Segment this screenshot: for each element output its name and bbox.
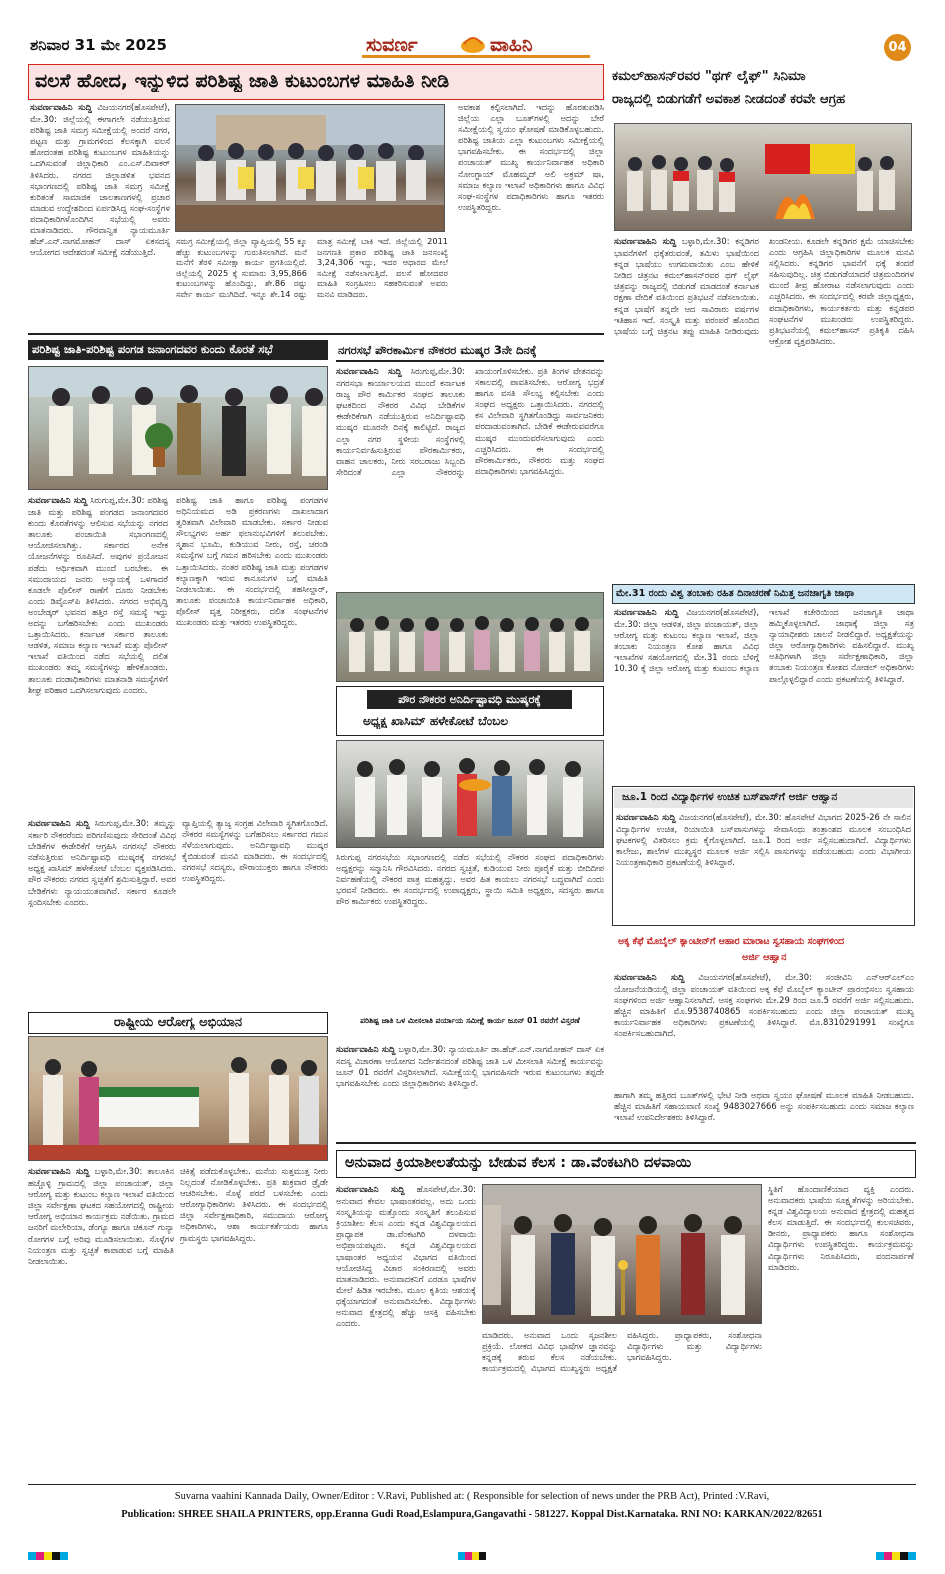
- a3-dateline: ಸುವರ್ಣವಾಹಿನಿ ಸುದ್ದಿ: [28, 496, 88, 506]
- a6-dateline: ಸುವರ್ಣವಾಹಿನಿ ಸುದ್ದಿ: [614, 608, 679, 618]
- a11-body-right: [768, 1184, 914, 1476]
- a7-headline-box: [614, 788, 913, 808]
- masthead-part-b: ವಾಹಿನಿ: [490, 34, 533, 56]
- a2-body-text: ಬಳ್ಳಾರಿ,ಮೇ.30: ಕನ್ನಡಿಗರ ಭಾವನೆಗಳಿಗೆ ಧಕ್ಕೆತರುವಂತೆ, ತಮಿಳು ಭಾಷೆಯಿಂದ ಕನ್ನಡ ಭಾಷೆಯು ಉಗಮವಾಯಿತು ಎಂಬ ಹೇಳಿಕೆ ನೀಡಿದ ಚಿತ್ರನಟ ಕಮಲ್‌ಹಾಸನ್‌ರವರ ಥಗ್ ಲೈಫ್ ಚಿತ್ರವನ್ನು ರಾಜ್ಯದಲ್ಲಿ ಬಿಡುಗಡೆ ಮಾಡದಂತೆ ಕರ್ನಾಟಕ ರಕ್ಷಣಾ ವೇದಿಕೆ ವತಿಯಿಂದ ಪ್ರತಿಭಟನೆ ನಡೆಸಲಾಯಿತು. ಕನ್ನಡ ಭಾಷೆಗೆ ತನ್ನದೇ ಆದ ಸಾವಿರಾರು ವರ್ಷಗಳ ಇತಿಹಾಸ ಇದೆ. ಸಂಸ್ಕೃತಿ ಮತ್ತು ಪರಂಪರೆ ಹೊಂದಿದ ಭಾಷೆಯ ಬಗ್ಗೆ ಚಿತ್ರನಟ ತಪ್ಪು ಮಾಹಿತಿ ನೀಡಿರುವುದು ಖಂಡನೀಯ. ಕೂಡಲೇ ಕನ್ನಡಿಗರ ಕ್ಷಮೆ ಯಾಚಿಸಬೇಕು ಎಂದು ಆಗ್ರಹಿಸಿ ಜಿಲ್ಲಾಧಿಕಾರಿಗಳ ಮೂಲಕ ಮನವಿ ಸಲ್ಲಿಸಿದರು. ಕನ್ನಡಿಗರ ಭಾವನೆಗೆ ಧಕ್ಕೆ ತಂದರೆ ಸಹಿಸುವುದಿಲ್ಲ. ಚಿತ್ರ ಬಿಡುಗಡೆಯಾದರೆ ಚಿತ್ರಮಂದಿರಗಳ ಮುಂದೆ ತೀವ್ರ ಹೋರಾಟ ನಡೆಸಲಾಗುವುದು ಎಂದು ಎಚ್ಚರಿಸಿದರು. ಈ ಸಂದರ್ಭದಲ್ಲಿ ಕರವೇ ಜಿಲ್ಲಾಧ್ಯಕ್ಷರು, ಪದಾಧಿಕಾರಿಗಳು, ಕಾರ್ಯಕರ್ತರು ಮತ್ತು ಕನ್ನಡಪರ ಸಂಘಟನೆಗಳ ಮುಖಂಡರು ಉಪಸ್ಥಿತರಿದ್ದರು. ಪ್ರತಿಭಟನೆಯಲ್ಲಿ ಕಮಲ್‌ಹಾಸನ್ ಪ್ರತಿಕೃತಿ ದಹಿಸಿ ಆಕ್ರೋಶ ವ್ಯಕ್ತಪಡಿಸಿದರು.: [614, 236, 914, 346]
- a5-body-left: [28, 818, 176, 1008]
- a11-body-right-text: ಸ್ಥಿತಿಗೆ ಹೊಂದಾಣಿಕೆಯಾದ ವ್ಯಕ್ತಿ ಎಂದರು. ಅನುವಾದಕರು ಭಾಷೆಯ ಸೂಕ್ಷ್ಮತೆಗಳನ್ನು ಅರಿಯಬೇಕು. ಕನ್ನಡ ವಿಶ್ವವಿದ್ಯಾಲಯ ಅನುವಾದ ಕ್ಷೇತ್ರದಲ್ಲಿ ಮಹತ್ವದ ಕೆಲಸ ಮಾಡುತ್ತಿದೆ. ಈ ಸಂದರ್ಭದಲ್ಲಿ ಕುಲಸಚಿವರು, ಡೀನರು, ಪ್ರಾಧ್ಯಾಪಕರು ಹಾಗೂ ಸಂಶೋಧನಾ ವಿದ್ಯಾರ್ಥಿಗಳು ಉಪಸ್ಥಿತರಿದ್ದರು. ಕಾರ್ಯಕ್ರಮವನ್ನು ವಿದ್ಯಾರ್ಥಿಗಳು ನಿರೂಪಿಸಿದರು, ವಂದನಾರ್ಪಣೆ ಮಾಡಿದರು.: [768, 1184, 914, 1272]
- a10-body-text: ಬಳ್ಳಾರಿ,ಮೇ.30: ನ್ಯಾಯಮೂರ್ತಿ ಡಾ.ಹೆಚ್.ಎನ್.ನಾಗಮೋಹನ್ ದಾಸ್ ಏಕ ಸದಸ್ಯ ವಿಚಾರಣಾ ಆಯೋಗದ ನಿರ್ದೇಶನದಂತೆ ಪರಿಶಿಷ್ಟ ಜಾತಿ ಒಳ ಮೀಸಲಾತಿ ಸಮೀಕ್ಷೆ ಕಾರ್ಯವನ್ನು ಜೂನ್ 01 ರವರೆಗೆ ವಿಸ್ತರಿಸಲಾಗಿದೆ. ಸಮೀಕ್ಷೆಯಲ್ಲಿ ಭಾಗವಹಿಸದೇ ಇರುವ ಕುಟುಂಬಗಳು ತಪ್ಪದೇ ಭಾಗವಹಿಸಬೇಕು ಎಂದು ಜಿಲ್ಲಾಧಿಕಾರಿಗಳು ತಿಳಿಸಿದ್ದಾರೆ.: [336, 1044, 604, 1089]
- a5-dateline: ಸುವರ್ಣವಾಹಿನಿ ಸುದ್ದಿ: [28, 819, 90, 829]
- a9-body-left-text: ಬಳ್ಳಾರಿ,ಮೇ.30: ತಾಲೂಕಿನ ಹಚ್ಚೊಳ್ಳಿ ಗ್ರಾಮದಲ್ಲಿ ಜಿಲ್ಲಾ ಪಂಚಾಯತ್, ಜಿಲ್ಲಾ ಆರೋಗ್ಯ ಮತ್ತು ಕುಟುಂಬ ಕಲ್ಯಾಣ ಇಲಾಖೆ ವತಿಯಿಂದ ಜಿಲ್ಲಾ ಸರ್ವೇಕ್ಷಣಾ ಘಟಕದ ಸಹಯೋಗದಲ್ಲಿ ರಾಷ್ಟ್ರೀಯ ಆರೋಗ್ಯ ಅಭಿಯಾನ ಕಾರ್ಯಕ್ರಮ ನಡೆಯಿತು. ಗ್ರಾಮದ ಜನರಿಗೆ ಮಲೇರಿಯಾ, ಡೆಂಗ್ಯೂ ಹಾಗೂ ಚಿಕೂನ್ ಗುನ್ಯಾ ರೋಗಗಳ ಬಗ್ಗೆ ಅರಿವು ಮೂಡಿಸಲಾಯಿತು. ಸೊಳ್ಳೆಗಳ ನಿಯಂತ್ರಣ ಮತ್ತು ಸ್ವಚ್ಛತೆ ಕಾಪಾಡುವ ಬಗ್ಗೆ ಮಾಹಿತಿ ನೀಡಲಾಯಿತು.: [28, 1166, 174, 1266]
- a1-body-mid: [176, 236, 448, 328]
- a8-dateline: ಸುವರ್ಣವಾಹಿನಿ ಸುದ್ದಿ: [614, 973, 685, 983]
- a4-dateline: ಸುವರ್ಣವಾಹಿನಿ ಸುದ್ದಿ: [336, 367, 402, 377]
- a11-body-mid-text: ಮಾಡಿದರು. ಅನುವಾದ ಒಂದು ಸೃಜನಶೀಲ ಪ್ರಕ್ರಿಯೆ. ಲೋಕದ ವಿವಿಧ ಭಾಷೆಗಳ ಜ್ಞಾನವನ್ನು ಕನ್ನಡಕ್ಕೆ ತರುವ ಕೆಲಸ ನಡೆಯಬೇಕು. ಕಾರ್ಯಕ್ರಮದಲ್ಲಿ ವಿಭಾಗದ ಮುಖ್ಯಸ್ಥರು ಅಧ್ಯಕ್ಷತೆ ವಹಿಸಿದ್ದರು. ಪ್ರಾಧ್ಯಾಪಕರು, ಸಂಶೋಧನಾ ವಿದ್ಯಾರ್ಥಿಗಳು ಮತ್ತು ವಿದ್ಯಾರ್ಥಿಗಳು ಭಾಗವಹಿಸಿದ್ದರು.: [482, 1330, 762, 1374]
- a9-headline: ರಾಷ್ಟ್ರೀಯ ಆರೋಗ್ಯ ಅಭಿಯಾನ: [113, 1015, 243, 1030]
- print-registration-marks: [28, 1552, 916, 1562]
- issue-date: ಶನಿವಾರ 31 ಮೇ 2025: [30, 36, 167, 54]
- a5-headline-line1: ಪೌರ ನೌಕರರ ಅನಿರ್ದಿಷ್ಟಾವಧಿ ಮುಷ್ಕರಕ್ಕೆ: [367, 690, 572, 709]
- a9-dateline: ಸುವರ್ಣವಾಹಿನಿ ಸುದ್ದಿ: [28, 1167, 90, 1177]
- a1-headline: ವಲಸೆ ಹೋದ, ಇನ್ನುಳಿದ ಪರಿಶಿಷ್ಟ ಜಾತಿ ಕುಟುಂಬಗಳ ಮಾಹಿತಿ ನೀಡಿ: [35, 70, 450, 92]
- a8-body: [614, 972, 914, 1078]
- footer-line2: Publication: SHREE SHAILA PRINTERS, opp.Eranna Gudi Road,Eslampura,Gangavathi - 581227. Koppal Dist.Karnataka. RNI NO: KARKAN/2022/82651: [121, 1509, 823, 1520]
- a11-body-left: [336, 1184, 476, 1476]
- a8-body-text: ವಿಜಯನಗರ(ಹೊಸಪೇಟೆ), ಮೇ.30: ಸಂಜೀವಿನಿ ಎನ್‌ಆರ್‌ಎಲ್‌ಎಂ ಯೋಜನೆಯಡಿಯಲ್ಲಿ ಜಿಲ್ಲಾ ಪಂಚಾಯತ್ ವತಿಯಿಂದ ಅಕ್ಕ ಕೆಫೆ ಮೊಬೈಲ್ ಕ್ಯಾಂಟೀನ್ ಪ್ರಾರಂಭಿಸಲು ಸ್ವಸಹಾಯ ಸಂಘಗಳಿಂದ ಅರ್ಜಿ ಆಹ್ವಾನಿಸಲಾಗಿದೆ. ಆಸಕ್ತ ಸಂಘಗಳು ಮೇ.29 ರಿಂದ ಜೂ.5 ರವರೆಗೆ ಅರ್ಜಿ ಸಲ್ಲಿಸಬಹುದು. ಹೆಚ್ಚಿನ ಮಾಹಿತಿಗೆ ಮೊ.9538740865 ಸಂಪರ್ಕಿಸಬಹುದು ಎಂದು ಜಿಲ್ಲಾ ಪಂಚಾಯತ್ ಮುಖ್ಯ ಕಾರ್ಯನಿರ್ವಾಹಕ ಅಧಿಕಾರಿಗಳು ಪ್ರಕಟಣೆಯಲ್ಲಿ ತಿಳಿಸಿದ್ದಾರೆ. ಮೊ.8310291991 ಸಂಖ್ಯೆಗೂ ಸಂಪರ್ಕಿಸಬಹುದಾಗಿದೆ.: [614, 972, 914, 1039]
- a2-headline-line2: ರಾಜ್ಯದಲ್ಲಿ ಬಿಡುಗಡೆಗೆ ಅವಕಾಶ ನೀಡದಂತೆ ಕರವೇ ಆಗ್ರಹ: [612, 92, 846, 107]
- a10-body: [336, 1044, 604, 1134]
- a1-body-mid-text: ಸಮಗ್ರ ಸಮೀಕ್ಷೆಯಲ್ಲಿ ಜಿಲ್ಲಾ ವ್ಯಾಪ್ತಿಯಲ್ಲಿ 55 ಕ್ಕೂ ಹೆಚ್ಚು ಕುಟುಂಬಗಳನ್ನು ಗುರುತಿಸಲಾಗಿದೆ. ಮನೆ ಮನೆಗೆ ತೆರಳಿ ಸಮೀಕ್ಷಾ ಕಾರ್ಯ ಪ್ರಗತಿಯಲ್ಲಿದೆ. ಜಿಲ್ಲೆಯಲ್ಲಿ 2025 ಕ್ಕೆ ಸುಮಾರು 3,95,866 ಕುಟುಂಬಗಳನ್ನು ಹೊಂದಿದ್ದು, ಶೇ.86 ರಷ್ಟು ಸರ್ವೇ ಕಾರ್ಯ ಮುಗಿದಿದೆ. ಇನ್ನೂ ಶೇ.14 ರಷ್ಟು ಮಾತ್ರ ಸಮೀಕ್ಷೆ ಬಾಕಿ ಇದೆ. ಜಿಲ್ಲೆಯಲ್ಲಿ 2011 ಜನಗಣತಿ ಪ್ರಕಾರ ಪರಿಶಿಷ್ಟ ಜಾತಿ ಜನಸಂಖ್ಯೆ 3,24,306 ಇದ್ದು, ಇದರ ಆಧಾರದ ಮೇಲೆ ಸಮೀಕ್ಷೆ ನಡೆಸಲಾಗುತ್ತಿದೆ. ವಲಸೆ ಹೋದವರ ಮಾಹಿತಿ ಸಂಗ್ರಹಿಸಲು ಸಹಕರಿಸುವಂತೆ ಅವರು ಮನವಿ ಮಾಡಿದರು.: [176, 236, 448, 299]
- a9-body-mid-text: ಚಿಕಿತ್ಸೆ ಪಡೆದುಕೊಳ್ಳಬೇಕು. ಮನೆಯ ಸುತ್ತಮುತ್ತ ನೀರು ನಿಲ್ಲದಂತೆ ನೋಡಿಕೊಳ್ಳಬೇಕು. ಪ್ರತಿ ಶುಕ್ರವಾರ ಡ್ರೈಡೇ ಆಚರಿಸಬೇಕು. ಸೊಳ್ಳೆ ಪರದೆ ಬಳಸಬೇಕು ಎಂದು ಆರೋಗ್ಯಾಧಿಕಾರಿಗಳು ತಿಳಿಸಿದರು. ಈ ಸಂದರ್ಭದಲ್ಲಿ ಜಿಲ್ಲಾ ಸರ್ವೇಕ್ಷಣಾಧಿಕಾರಿ, ಸಮುದಾಯ ಆರೋಗ್ಯ ಅಧಿಕಾರಿಗಳು, ಆಶಾ ಕಾರ್ಯಕರ್ತೆಯರು ಹಾಗೂ ಗ್ರಾಮಸ್ಥರು ಭಾಗವಹಿಸಿದ್ದರು.: [180, 1166, 328, 1243]
- a2-headline-line1: ಕಮಲ್‌ಹಾಸನ್‌ರವರ "ಥಗ್ ಲೈಫ್" ಸಿನಿಮಾ: [612, 68, 806, 84]
- a1-body-right-text: ಅವಕಾಶ ಕಲ್ಪಿಸಲಾಗಿದೆ. ಇದನ್ನು ಹೊರತುಪಡಿಸಿ ಜಿಲ್ಲೆಯ ಎಲ್ಲಾ ಬೂತ್‌ಗಳಲ್ಲಿ ಅದನ್ನು ಬೇರೆ ಸಮೀಕ್ಷೆಯಲ್ಲಿ ಸ್ವಯಂ ಘೋಷಣೆ ಮಾಡಿಕೊಳ್ಳಬಹುದು. ಪರಿಶಿಷ್ಟ ಜಾತಿಯ ಎಲ್ಲಾ ಕುಟುಂಬಗಳು ಸಮೀಕ್ಷೆಯಲ್ಲಿ ಭಾಗವಹಿಸಬೇಕು. ಈ ಸಂದರ್ಭದಲ್ಲಿ ಜಿಲ್ಲಾ ಪಂಚಾಯತ್ ಮುಖ್ಯ ಕಾರ್ಯನಿರ್ವಾಹಕ ಅಧಿಕಾರಿ ನೋಂಗ್ಜಾಯ್ ಮೊಹಮ್ಮದ್ ಅಲಿ ಅಕ್ರಮ್ ಷಾ, ಸಮಾಜ ಕಲ್ಯಾಣ ಇಲಾಖೆ ಅಧಿಕಾರಿಗಳು ಹಾಗೂ ವಿವಿಧ ಸಂಘ-ಸಂಸ್ಥೆಗಳ ಪದಾಧಿಕಾರಿಗಳು ಹಾಗೂ ಇತರರು ಉಪಸ್ಥಿತರಿದ್ದರು.: [458, 102, 604, 212]
- a2-headline-box: [612, 64, 915, 120]
- a8-headline-line2: ಅರ್ಜಿ ಆಹ್ವಾನ: [742, 952, 787, 963]
- footer-imprint: [28, 1488, 916, 1528]
- a1-dateline: ಸುವರ್ಣವಾಹಿನಿ ಸುದ್ದಿ: [30, 103, 92, 113]
- a6-headline: ಮೇ.31 ರಂದು ವಿಶ್ವ ತಂಬಾಕು ರಹಿತ ದಿನಾಚರಣೆ ನಿಮಿತ್ತ ಜನಜಾಗೃತಿ ಜಾಥಾ: [616, 588, 855, 599]
- a5-headline-line2: ಅಧ್ಯಕ್ಷ ಖಾಸಿಮ್ ಹಳೇಕೋಟೆ ಬೆಂಬಲ: [363, 714, 508, 728]
- a4-photo-strike: [336, 592, 604, 682]
- a5-body-bottom-text: ಸಿರುಗುಪ್ಪ ನಗರಸಭೆಯ ಸಭಾಂಗಣದಲ್ಲಿ ನಡೆದ ಸಭೆಯಲ್ಲಿ ನೌಕರರ ಸಂಘದ ಪದಾಧಿಕಾರಿಗಳು ಅಧ್ಯಕ್ಷರನ್ನು ಸನ್ಮಾನಿಸಿ ಗೌರವಿಸಿದರು. ನಗರದ ಸ್ವಚ್ಛತೆ, ಕುಡಿಯುವ ನೀರು ಪೂರೈಕೆ ಮತ್ತು ಬೀದಿದೀಪ ನಿರ್ವಹಣೆಯಲ್ಲಿ ನೌಕರರ ಪಾತ್ರ ಮಹತ್ವದ್ದು. ಅವರ ಹಿತ ಕಾಯಲು ನಗರಸಭೆ ಬದ್ಧವಾಗಿದೆ ಎಂದು ಭರವಸೆ ನೀಡಿದರು. ಈ ಸಂದರ್ಭದಲ್ಲಿ ಉಪಾಧ್ಯಕ್ಷರು, ಸ್ಥಾಯಿ ಸಮಿತಿ ಅಧ್ಯಕ್ಷರು, ಸದಸ್ಯರು ಹಾಗೂ ಪೌರ ಕಾರ್ಮಿಕರು ಉಪಸ್ಥಿತರಿದ್ದರು.: [336, 852, 604, 907]
- a10-headline: ಪರಿಶಿಷ್ಟ ಜಾತಿ ಒಳ ಮೀಸಲಾತಿ ಪರ್ಯಾಯ ಸಮೀಕ್ಷೆ ಕಾರ್ಯ ಜೂನ್ 01 ರವರೆಗೆ ವಿಸ್ತರಣೆ: [360, 1016, 580, 1025]
- a7-body: [616, 812, 911, 922]
- a11-headline-box: [336, 1150, 916, 1178]
- footer-rule: [28, 1484, 916, 1485]
- a8-headline-box: [612, 934, 915, 970]
- a1-photo-meeting: [175, 104, 445, 232]
- a3-body-text: ಸಿರುಗುಪ್ಪ,ಮೇ.30: ಪರಿಶಿಷ್ಟ ಜಾತಿ ಮತ್ತು ಪರಿಶಿಷ್ಟ ಪಂಗಡದ ಜನಾಂಗದವರ ಕುಂದು ಕೊರತೆಗಳನ್ನು ಆಲಿಸುವ ಸಭೆಯನ್ನು ನಗರದ ತಾಲೂಕು ಪಂಚಾಯಿತಿ ಸಭಾಂಗಣದಲ್ಲಿ ಆಯೋಜಿಸಲಾಗಿತ್ತು. ಸರ್ಕಾರದ ಅನೇಕ ಯೋಜನೆಗಳನ್ನು ರೂಪಿಸಿದೆ. ಅವುಗಳ ಪ್ರಯೋಜನ ಪಡೆದು ಆರ್ಥಿಕವಾಗಿ ಮುಂದೆ ಬರಬೇಕು. ಈ ಸಮುದಾಯದ ಜನರು ಅನ್ಯಾಯಕ್ಕೆ ಒಳಗಾದರೆ ಕೂಡಲೇ ಪೊಲೀಸ್ ಠಾಣೆಗೆ ದೂರು ನೀಡಬೇಕು ಎಂದು ಡಿವೈಎಸ್‌ಪಿ ತಿಳಿಸಿದರು. ನಗರದ ಅಭಿವೃದ್ಧಿ ಅಂಬೇಡ್ಕರ್ ಭವನದ ಹತ್ತಿರ ರಸ್ತೆ ಸಮಸ್ಯೆ ಇದ್ದು ಅದನ್ನು ಬಗೆಹರಿಸಬೇಕು ಎಂದು ಮುಖಂಡರು ಒತ್ತಾಯಿಸಿದರು. ಕರ್ನಾಟಕ ಸರ್ಕಾರ ತಾಲೂಕು ಆಡಳಿತ, ಸಮಾಜ ಕಲ್ಯಾಣ ಇಲಾಖೆ ಮತ್ತು ಪೊಲೀಸ್ ಇಲಾಖೆ ವತಿಯಿಂದ ನಡೆದ ಸಭೆಯಲ್ಲಿ ದಲಿತ ಮುಖಂಡರು ತಮ್ಮ ಸಮಸ್ಯೆಗಳನ್ನು ಹೇಳಿಕೊಂಡರು. ತಾಲೂಕು ದಂಡಾಧಿಕಾರಿಗಳು ಮಾತನಾಡಿ ಸಮಸ್ಯೆಗಳಿಗೆ ಶೀಘ್ರ ಪರಿಹಾರ ಒದಗಿಸಲಾಗುವುದು ಎಂದರು.: [28, 495, 168, 695]
- a6-body-text: ವಿಜಯನಗರ(ಹೊಸಪೇಟೆ), ಮೇ.30: ಜಿಲ್ಲಾ ಆಡಳಿತ, ಜಿಲ್ಲಾ ಪಂಚಾಯತ್, ಜಿಲ್ಲಾ ಆರೋಗ್ಯ ಮತ್ತು ಕುಟುಂಬ ಕಲ್ಯಾಣ ಇಲಾಖೆ, ಜಿಲ್ಲಾ ತಂಬಾಕು ನಿಯಂತ್ರಣ ಕೋಶ ಹಾಗೂ ವಿವಿಧ ಇಲಾಖೆಗಳ ಸಹಯೋಗದಲ್ಲಿ ಮೇ.31 ರಂದು ಬೆಳಿಗ್ಗೆ 10.30 ಕ್ಕೆ ಜಿಲ್ಲಾ ಆರೋಗ್ಯ ಮತ್ತು ಕುಟುಂಬ ಕಲ್ಯಾಣ ಇಲಾಖೆ ಕಚೇರಿಯಿಂದ ಜನಜಾಗೃತಿ ಜಾಥಾ ಹಮ್ಮಿಕೊಳ್ಳಲಾಗಿದೆ. ಜಾಥಾಕ್ಕೆ ಜಿಲ್ಲಾ ಸತ್ರ ನ್ಯಾಯಾಧೀಶರು ಚಾಲನೆ ನೀಡಲಿದ್ದಾರೆ. ಅಧ್ಯಕ್ಷತೆಯನ್ನು ಜಿಲ್ಲಾ ಆರೋಗ್ಯಾಧಿಕಾರಿಗಳು ವಹಿಸಲಿದ್ದಾರೆ. ಮುಖ್ಯ ಅತಿಥಿಗಳಾಗಿ ಜಿಲ್ಲಾ ಸರ್ವೇಕ್ಷಣಾಧಿಕಾರಿ, ಜಿಲ್ಲಾ ತಂಬಾಕು ನಿಯಂತ್ರಣ ಕೋಶದ ನೋಡಲ್ ಅಧಿಕಾರಿಗಳು ಪಾಲ್ಗೊಳ್ಳಲಿದ್ದಾರೆ ಎಂದು ಪ್ರಕಟಣೆಯಲ್ಲಿ ತಿಳಿಸಿದ್ದಾರೆ.: [614, 607, 914, 684]
- a4-body: [336, 366, 604, 588]
- a9-body-mid: [180, 1166, 328, 1460]
- a3-body-left: [28, 495, 168, 811]
- a2-photo-protest: [614, 123, 912, 231]
- a9-photo-health-camp: [28, 1036, 328, 1161]
- color-bar-left: [28, 1552, 68, 1560]
- a7-headline: ಜೂ.1 ರಿಂದ ವಿದ್ಯಾರ್ಥಿಗಳ ಉಚಿತ ಬಸ್‌ಪಾಸ್‌ಗೆ ಅರ್ಜಿ ಆಹ್ವಾನ: [622, 791, 838, 803]
- color-bar-center: [458, 1552, 486, 1560]
- a5-body-mid: [182, 818, 328, 1008]
- a5-body-bottom: [336, 852, 604, 1010]
- a1-headline-box: [28, 64, 604, 100]
- divider-rule: [336, 1142, 916, 1144]
- a2-dateline: ಸುವರ್ಣವಾಹಿನಿ ಸುದ್ದಿ: [614, 237, 677, 247]
- a3-photo-meeting: [28, 366, 328, 490]
- header-bar: [0, 0, 945, 64]
- a5-photo-felicitation: [336, 740, 604, 848]
- a5-body-mid-text: ವ್ಯಾಪ್ತಿಯಲ್ಲಿ ತ್ಯಾಜ್ಯ ಸಂಗ್ರಹ ವಿಲೇವಾರಿ ಸ್ಥಗಿತಗೊಂಡಿದೆ. ನೌಕರರ ಸಮಸ್ಯೆಗಳನ್ನು ಬಗೆಹರಿಸಲು ಸರ್ಕಾರದ ಗಮನ ಸೆಳೆಯಲಾಗುವುದು. ಅನಿರ್ದಿಷ್ಟಾವಧಿ ಮುಷ್ಕರ ಕೈಬಿಡುವಂತೆ ಮನವಿ ಮಾಡಿದರು. ಈ ಸಂದರ್ಭದಲ್ಲಿ ನಗರಸಭೆ ಸದಸ್ಯರು, ಪೌರಾಯುಕ್ತರು ಹಾಗೂ ನೌಕರರು ಉಪಸ್ಥಿತರಿದ್ದರು.: [182, 818, 328, 884]
- a4-body-text: ಸಿರುಗುಪ್ಪ,ಮೇ.30: ನಗರಸಭಾ ಕಾರ್ಯಾಲಯದ ಮುಂದೆ ಕರ್ನಾಟಕ ರಾಜ್ಯ ಪೌರ ಕಾರ್ಮಿಕರ ಸಂಘದ ತಾಲೂಕು ಘಟಕದಿಂದ ನೌಕರರ ವಿವಿಧ ಬೇಡಿಕೆಗಳ ಈಡೇರಿಕೆಗಾಗಿ ನಡೆಯುತ್ತಿರುವ ಅನಿರ್ದಿಷ್ಟಾವಧಿ ಮುಷ್ಕರ ಮೂರನೇ ದಿನಕ್ಕೆ ಕಾಲಿಟ್ಟಿದೆ. ರಾಜ್ಯದ ಎಲ್ಲಾ ನಗರ ಸ್ಥಳೀಯ ಸಂಸ್ಥೆಗಳಲ್ಲಿ ಕಾರ್ಯನಿರ್ವಹಿಸುತ್ತಿರುವ ಪೌರಕಾರ್ಮಿಕರು, ವಾಹನ ಚಾಲಕರು, ನೀರು ಸರಬರಾಜು ಸಿಬ್ಬಂದಿ ಸೇರಿದಂತೆ ಎಲ್ಲಾ ನೌಕರರನ್ನು ಖಾಯಂಗೊಳಿಸಬೇಕು. ಪ್ರತಿ ತಿಂಗಳ ವೇತನವನ್ನು ಸಕಾಲದಲ್ಲಿ ಪಾವತಿಸಬೇಕು. ಆರೋಗ್ಯ ಭದ್ರತೆ ಹಾಗೂ ವಸತಿ ಸೌಲಭ್ಯ ಕಲ್ಪಿಸಬೇಕು ಎಂದು ಸಂಘದ ಅಧ್ಯಕ್ಷರು ಒತ್ತಾಯಿಸಿದರು. ನಗರದಲ್ಲಿ ಕಸ ವಿಲೇವಾರಿ ಸ್ಥಗಿತಗೊಂಡಿದ್ದು ಸಾರ್ವಜನಿಕರು ಪರದಾಡುವಂತಾಗಿದೆ. ಬೇಡಿಕೆ ಈಡೇರುವವರೆಗೂ ಮುಷ್ಕರ ಮುಂದುವರೆಸಲಾಗುವುದು ಎಂದು ಎಚ್ಚರಿಸಿದರು. ಈ ಸಂದರ್ಭದಲ್ಲಿ ಪೌರಕಾರ್ಮಿಕರು, ನೌಕರರು ಮತ್ತು ಸಂಘದ ಪದಾಧಿಕಾರಿಗಳು ಭಾಗವಹಿಸಿದ್ದರು.: [336, 366, 604, 477]
- a7-body-text: ವಿಜಯನಗರ(ಹೊಸಪೇಟೆ), ಮೇ.30: ಹೊಸಪೇಟೆ ವಿಭಾಗದ 2025-26 ನೇ ಸಾಲಿನ ವಿದ್ಯಾರ್ಥಿಗಳ ಉಚಿತ, ರಿಯಾಯಿತಿ ಬಸ್‌ಪಾಸುಗಳನ್ನು ಸೇವಾಸಿಂಧು ತಂತ್ರಾಂಶದ ಮೂಲಕ ಸಂಬಂಧಿಸಿದ ಘಟಕಗಳಲ್ಲಿ ವಿತರಿಸಲು ಕ್ರಮ ಕೈಗೊಳ್ಳಲಾಗಿದೆ. ಜೂ.1 ರಿಂದ ಅರ್ಜಿ ಸಲ್ಲಿಸಬಹುದಾಗಿದೆ. ವಿದ್ಯಾರ್ಥಿಗಳು ಕಾಲೇಜು, ಶಾಲೆಗಳ ಮುಖ್ಯಸ್ಥರ ಮೂಲಕ ಅರ್ಜಿ ಸಲ್ಲಿಸಿ ಪಾಸುಗಳನ್ನು ಪಡೆಯಬಹುದು ಎಂದು ವಿಭಾಗೀಯ ನಿಯಂತ್ರಣಾಧಿಕಾರಿ ಪ್ರಕಟಣೆಯಲ್ಲಿ ತಿಳಿಸಿದ್ದಾರೆ.: [616, 812, 911, 868]
- a3-body-right: [176, 495, 328, 811]
- a8-headline-line1: ಅಕ್ಕ ಕೆಫೆ ಮೊಬೈಲ್ ಕ್ಯಾಂಟೀನ್‌ಗೆ ಆಹಾರ ಮಾರಾಟ ಸ್ವಸಹಾಯ ಸಂಘಗಳಿಂದ: [618, 936, 845, 947]
- a7-dateline: ಸುವರ್ಣವಾಹಿನಿ ಸುದ್ದಿ: [616, 813, 676, 823]
- a4-headline-box: [336, 340, 604, 362]
- a6-body: [614, 607, 914, 777]
- a9-headline-box: [28, 1012, 328, 1034]
- a10b-body: [614, 1090, 914, 1138]
- a6-headline-box: [612, 584, 915, 604]
- page-number-badge: 04: [884, 34, 911, 61]
- a10b-body-text: ಹಾಗಾಗಿ ತಮ್ಮ ಹತ್ತಿರದ ಬೂತ್‌ಗಳಲ್ಲಿ ಭೇಟಿ ನೀಡಿ ಅಥವಾ ಸ್ವಯಂ ಘೋಷಣೆ ಮೂಲಕ ಮಾಹಿತಿ ನೀಡಬಹುದು. ಹೆಚ್ಚಿನ ಮಾಹಿತಿಗೆ ಸಹಾಯವಾಣಿ ಸಂಖ್ಯೆ 9483027666 ಅನ್ನು ಸಂಪರ್ಕಿಸಬಹುದು ಎಂದು ಸಮಾಜ ಕಲ್ಯಾಣ ಇಲಾಖೆ ಉಪನಿರ್ದೇಶಕರು ತಿಳಿಸಿದ್ದಾರೆ.: [614, 1090, 914, 1123]
- a10-dateline: ಸುವರ್ಣವಾಹಿನಿ ಸುದ್ದಿ: [336, 1045, 396, 1055]
- a10-headline-box: [336, 1014, 604, 1042]
- a11-body-left-text: ಹೊಸಪೇಟೆ,ಮೇ.30: ಅನುವಾದ ಕೇವಲ ಭಾಷಾಂತರವಲ್ಲ. ಅದು ಒಂದು ಸಂಸ್ಕೃತಿಯನ್ನು ಮತ್ತೊಂದು ಸಂಸ್ಕೃತಿಗೆ ತಲುಪಿಸುವ ಕ್ರಿಯಾಶೀಲ ಕೆಲಸ ಎಂದು ಕನ್ನಡ ವಿಶ್ವವಿದ್ಯಾಲಯದ ಪ್ರಾಧ್ಯಾಪಕ ಡಾ.ವೆಂಕಟಗಿರಿ ದಳವಾಯಿ ಅಭಿಪ್ರಾಯಪಟ್ಟರು. ಕನ್ನಡ ವಿಶ್ವವಿದ್ಯಾಲಯದ ಭಾಷಾಂತರ ಅಧ್ಯಯನ ವಿಭಾಗದ ವತಿಯಿಂದ ಆಯೋಜಿಸಿದ್ದ ವಿಚಾರ ಸಂಕಿರಣದಲ್ಲಿ ಅವರು ಮಾತನಾಡಿದರು. ಅನುವಾದಕನಿಗೆ ಎರಡೂ ಭಾಷೆಗಳ ಮೇಲೆ ಹಿಡಿತ ಇರಬೇಕು. ಮೂಲ ಕೃತಿಯ ಆಶಯಕ್ಕೆ ಧಕ್ಕೆಯಾಗದಂತೆ ಅನುವಾದಿಸಬೇಕು. ವಿದ್ಯಾರ್ಥಿಗಳು ಅನುವಾದ ಕ್ಷೇತ್ರದಲ್ಲಿ ಹೆಚ್ಚು ಆಸಕ್ತಿ ವಹಿಸಬೇಕು ಎಂದರು.: [336, 1184, 476, 1329]
- a9-body-left: [28, 1166, 174, 1460]
- masthead-part-a: ಸುವರ್ಣ: [366, 34, 418, 56]
- a1-body-left: [30, 102, 170, 324]
- a3-headline: ಪರಿಶಿಷ್ಟ ಜಾತಿ-ಪರಿಶಿಷ್ಟ ಪಂಗಡ ಜನಾಂಗದವರ ಕುಂದು ಕೊರತೆ ಸಭೆ: [28, 340, 328, 360]
- color-bar-right: [876, 1552, 916, 1560]
- a5-headline-box: [336, 686, 604, 736]
- masthead: [362, 34, 590, 58]
- masthead-emblem-icon: [460, 34, 486, 54]
- divider-rule: [28, 333, 604, 335]
- a11-body-mid: [482, 1330, 762, 1476]
- a1-body-right: [458, 102, 604, 328]
- a11-photo-lamp-lighting: [482, 1184, 762, 1324]
- a4-headline: ನಗರಸಭೆ ಪೌರಕಾರ್ಮಿಕ ನೌಕರರ ಮುಷ್ಕರ 3ನೇ ದಿನಕ್ಕೆ: [338, 343, 537, 357]
- a11-headline: ಅನುವಾದ ಕ್ರಿಯಾಶೀಲತೆಯನ್ನು ಬೇಡುವ ಕೆಲಸ : ಡಾ.ವೆಂಕಟಗಿರಿ ದಳವಾಯಿ: [345, 1155, 692, 1171]
- footer-line1: Suvarna vaahini Kannada Daily, Owner/Editor : V.Ravi, Published at: ( Responsible for selection of news under the PRB Act), Printed :V.Ravi,: [174, 1491, 770, 1502]
- a2-body: [614, 236, 914, 576]
- a1-body-left-text: ವಿಜಯನಗರ(ಹೊಸಪೇಟೆ), ಮೇ.30: ಜಿಲ್ಲೆಯಲ್ಲಿ ಈಗಾಗಲೇ ನಡೆಯುತ್ತಿರುವ ಪರಿಶಿಷ್ಟ ಜಾತಿ ಸಮಗ್ರ ಸಮೀಕ್ಷೆಯಲ್ಲಿ ಅಂದರೆ ನಗರ, ಪಟ್ಟಣ ಮತ್ತು ಗ್ರಾಮಗಳಿಂದ ಕೆಲಸಕ್ಕಾಗಿ ವಲಸೆ ಹೋದಂತಹ ಪರಿಶಿಷ್ಟ ಕುಟುಂಬಗಳ ಮಾಹಿತಿಯನ್ನು ಒದಗಿಸುವಂತೆ ಜಿಲ್ಲಾಧಿಕಾರಿ ಎಂ.ಎಸ್.ದಿವಾಕರ್ ತಿಳಿಸಿದರು. ನಗರದ ಜಿಲ್ಲಾಡಳಿತ ಭವನದ ಸಭಾಂಗಣದಲ್ಲಿ ಪರಿಶಿಷ್ಟ ಜಾತಿ ಸಮಗ್ರ ಸಮೀಕ್ಷೆ ಕುರಿತಂತೆ ಸಾಮಾಜಿಕ ಜಾಲತಾಣಗಳಲ್ಲಿ ಪ್ರಚಾರ ಮಾಡುವ ಉದ್ದೇಶದಿಂದ ಏರ್ಪಡಿಸಿದ್ದ ಸಂಘ-ಸಂಸ್ಥೆಗಳ ಪದಾಧಿಕಾರಿಗಳೊಂದಿಗಿನ ಸಭೆಯಲ್ಲಿ ಅವರು ಮಾತನಾಡಿದರು. ಗೌರವಾನ್ವಿತ ನ್ಯಾಯಮೂರ್ತಿ ಹೆಚ್.ಎನ್.ನಾಗಮೋಹನ್ ದಾಸ್ ಏಕಸದಸ್ಯ ಆಯೋಗದ ಆದೇಶದಂತೆ ಸಮೀಕ್ಷೆ ನಡೆಯುತ್ತಿದೆ.: [30, 102, 170, 258]
- a3-body2-text: ಪರಿಶಿಷ್ಟ ಜಾತಿ ಹಾಗೂ ಪರಿಶಿಷ್ಟ ಪಂಗಡಗಳ ಅಧಿನಿಯಮದ ಅಡಿ ಪ್ರಕರಣಗಳು ದಾಖಲಾದಾಗ ತ್ವರಿತವಾಗಿ ವಿಲೇವಾರಿ ಮಾಡಬೇಕು. ಸರ್ಕಾರ ನೀಡುವ ಸೌಲಭ್ಯಗಳು ಅರ್ಹ ಫಲಾನುಭವಿಗಳಿಗೆ ತಲುಪಬೇಕು. ಸ್ಮಶಾನ ಭೂಮಿ, ಕುಡಿಯುವ ನೀರು, ರಸ್ತೆ, ಚರಂಡಿ ಸಮಸ್ಯೆಗಳ ಬಗ್ಗೆ ಗಮನ ಹರಿಸಬೇಕು ಎಂದು ಮುಖಂಡರು ಒತ್ತಾಯಿಸಿದರು. ನಂತರ ಪರಿಶಿಷ್ಟ ಜಾತಿ ಮತ್ತು ಪಂಗಡಗಳ ಕಲ್ಯಾಣಕ್ಕಾಗಿ ಇರುವ ಕಾನೂನುಗಳ ಬಗ್ಗೆ ಮಾಹಿತಿ ನೀಡಲಾಯಿತು. ಈ ಸಂದರ್ಭದಲ್ಲಿ ತಹಸೀಲ್ದಾರ್, ತಾಲೂಕು ಪಂಚಾಯಿತಿ ಕಾರ್ಯನಿರ್ವಾಹಕ ಅಧಿಕಾರಿ, ಪೊಲೀಸ್ ವೃತ್ತ ನಿರೀಕ್ಷಕರು, ದಲಿತ ಸಂಘಟನೆಗಳ ಮುಖಂಡರು ಮತ್ತು ಇತರರು ಉಪಸ್ಥಿತರಿದ್ದರು.: [176, 495, 328, 628]
- a5-body-left-text: ಸಿರುಗುಪ್ಪ,ಮೇ.30: ತಮ್ಮನ್ನು ಸರ್ಕಾರಿ ನೌಕರರೆಂದು ಪರಿಗಣಿಸುವುದು ಸೇರಿದಂತೆ ವಿವಿಧ ಬೇಡಿಕೆಗಳ ಈಡೇರಿಕೆಗೆ ಆಗ್ರಹಿಸಿ ನಗರಸಭೆ ನೌಕರರು ನಡೆಸುತ್ತಿರುವ ಅನಿರ್ದಿಷ್ಟಾವಧಿ ಮುಷ್ಕರಕ್ಕೆ ನಗರಸಭೆ ಅಧ್ಯಕ್ಷ ಖಾಸಿಮ್ ಹಳೇಕೋಟೆ ಬೆಂಬಲ ವ್ಯಕ್ತಪಡಿಸಿದರು. ಪೌರ ನೌಕರರು ನಗರದ ಸ್ವಚ್ಛತೆಗೆ ಶ್ರಮಿಸುತ್ತಿದ್ದಾರೆ. ಅವರ ಬೇಡಿಕೆಗಳು ನ್ಯಾಯಯುತವಾಗಿವೆ. ಸರ್ಕಾರ ಕೂಡಲೇ ಸ್ಪಂದಿಸಬೇಕು ಎಂದರು.: [28, 818, 176, 907]
- a11-dateline: ಸುವರ್ಣವಾಹಿನಿ ಸುದ್ದಿ: [336, 1185, 405, 1195]
